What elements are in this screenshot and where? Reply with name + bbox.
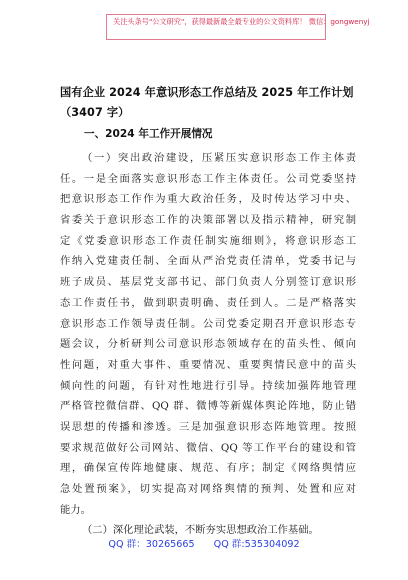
body-line: 班子成员、基层党支部书记、部门负责人分别签订意识形 — [60, 276, 356, 289]
body-line: 误思想的传播和渗透。三是加强意识形态阵地管理。按照 — [60, 420, 356, 433]
body-line: 急处置预案》，切实提高对网络舆情的预判、处置和应对 — [60, 483, 356, 495]
body-line: （二）深化理论武装，不断夯实思想政治工作基础。 — [82, 524, 319, 537]
body-line: 把意识形态工作作为重大政治任务，及时传达学习中央、 — [60, 193, 356, 206]
body-line: 作纳入党建责任制、全面从严治党责任清单，党委书记与 — [60, 255, 356, 268]
footer-qq-group-2: QQ 群:535304092 — [213, 539, 300, 550]
body-line: 题会议，分析研判公司意识形态领域存在的苗头性、倾向 — [60, 338, 356, 351]
body-line: 性问题，对重大事件、重要情况、重要舆情民意中的苗头 — [60, 358, 356, 371]
body-line: 能力。 — [60, 503, 91, 516]
footer-contact — [0, 536, 408, 550]
body-line: 意识形态工作领导责任制。公司党委定期召开意识形态专 — [60, 317, 356, 330]
promo-banner-text: 关注头条号"公文研究"，获得最新最全最专业的公文资料库！ 微信：gongwenyj — [113, 17, 370, 26]
promo-banner — [106, 14, 370, 40]
document-body — [60, 148, 356, 541]
body-line: 任。一是全面落实意识形态工作主体责任。公司党委坚持 — [60, 172, 356, 185]
body-line: 严格管控微信群、QQ 群、微博等新媒体舆论阵地，防止错 — [60, 400, 356, 413]
body-line: 理，确保宣传阵地健康、规范、有序；制定《网络舆情应 — [60, 462, 356, 475]
document-title-line: 国有企业 2024 年意识形态工作总结及 2025 年工作计划 — [60, 86, 354, 99]
document-title — [60, 83, 360, 123]
body-line: （一）突出政治建设，压紧压实意识形态工作主体责 — [82, 152, 356, 164]
body-line: 倾向性的问题，有针对性地进行引导。持续加强阵地管理 — [60, 379, 356, 392]
document-word-count: （3407 字） — [60, 106, 130, 119]
footer-qq-group-1: QQ 群：30265665 — [108, 539, 195, 550]
body-line: 定《党委意识形态工作责任制实施细则》，将意识形态工 — [60, 234, 356, 247]
body-line: 要求规范做好公司网站、微信、QQ 等工作平台的建设和管 — [60, 441, 356, 454]
body-line: 态工作责任书，做到职责明确、责任到人。二是严格落实 — [60, 296, 356, 309]
section-heading: 一、2024 年工作开展情况 — [84, 128, 213, 140]
body-line: 省委关于意识形态工作的决策部署以及指示精神，研究制 — [60, 214, 356, 227]
